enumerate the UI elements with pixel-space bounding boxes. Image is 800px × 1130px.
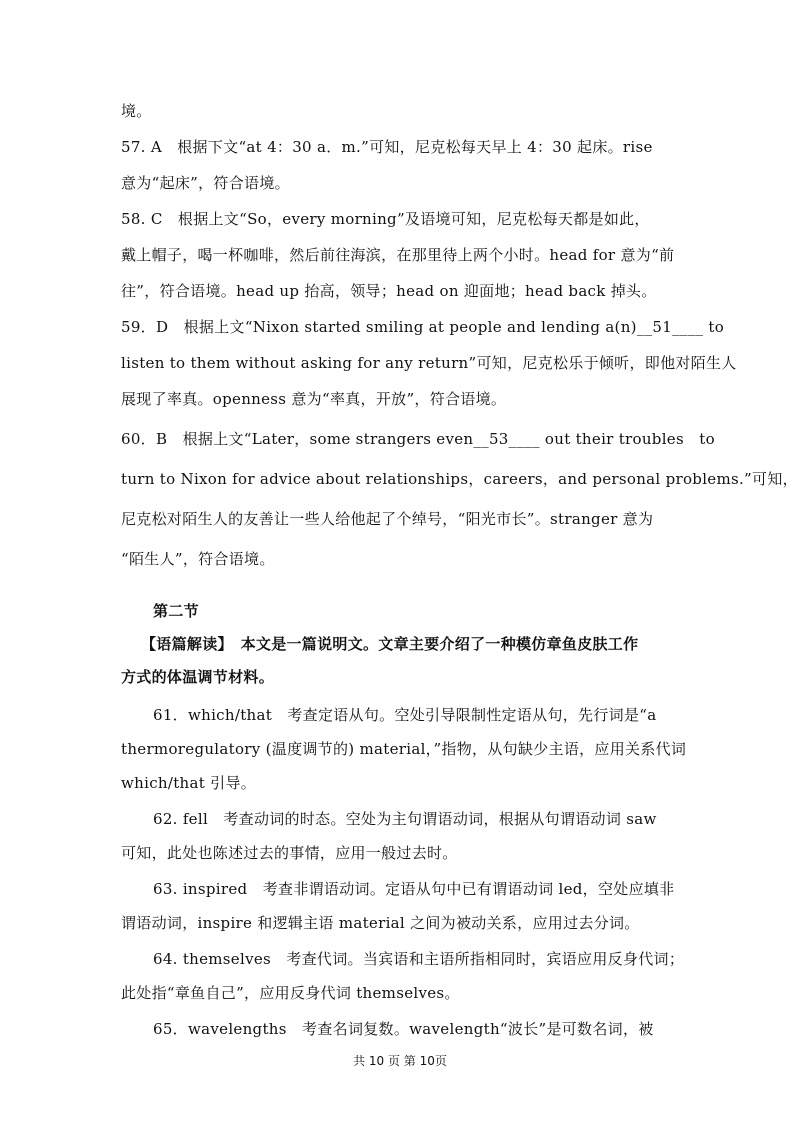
text-line-21: 可知，此处也陈述过去的事情，应用一般过去时。 xyxy=(121,844,458,862)
text-line-5: 戴上帽子，喝一杯咖啡，然后前往海滨，在那里待上两个小时。head for 意为“前 xyxy=(121,246,675,264)
text-line-26: 65．wavelengths 考查名词复数。wavelength“波长”是可数名词，被 xyxy=(153,1020,654,1038)
text-line-4: 58. C 根据上文“So，every morning”及语境可知，尼克松每天都是如此， xyxy=(121,210,650,228)
text-line-10: 60．B 根据上文“Later，some strangers even__53____ out their troubles to xyxy=(121,430,715,448)
text-line-11: turn to Nixon for advice about relationships，careers，and personal problems.”可知， xyxy=(121,470,798,488)
page-footer: 共 10 页 第 10页 xyxy=(353,1054,447,1068)
text-line-19: which/that 引导。 xyxy=(121,774,257,792)
text-line-18: thermoregulatory (温度调节的) material，”指物，从句缺少主语，应用关系代词 xyxy=(121,740,687,758)
text-line-6: 往”，符合语境。head up 抬高，领导；head on 迎面地；head back 掉头。 xyxy=(121,282,657,300)
text-line-13: “陌生人”，符合语境。 xyxy=(121,550,275,568)
text-line-17: 61．which/that 考查定语从句。空处引导限制性定语从句，先行词是“a xyxy=(153,706,657,724)
section-heading: 第二节 xyxy=(153,602,199,620)
text-line-1: 境。 xyxy=(121,102,152,120)
text-line-23: 谓语动词，inspire 和逻辑主语 material 之间为被动关系，应用过去分词。 xyxy=(121,914,640,932)
text-line-20: 62. fell 考查动词的时态。空处为主句谓语动词，根据从句谓语动词 saw xyxy=(153,810,657,828)
text-line-9: 展现了率真。openness 意为“率真，开放”，符合语境。 xyxy=(121,390,507,408)
text-line-3: 意为“起床”，符合语境。 xyxy=(121,174,290,192)
text-line-16: 方式的体温调节材料。 xyxy=(121,668,275,686)
text-line-25: 此处指“章鱼自己”，应用反身代词 themselves。 xyxy=(121,984,460,1002)
text-line-15: 【语篇解读】 本文是一篇说明文。文章主要介绍了一种模仿章鱼皮肤工作 xyxy=(141,635,639,653)
text-line-12: 尼克松对陌生人的友善让一些人给他起了个绰号，“阳光市长”。stranger 意为 xyxy=(121,510,654,528)
text-line-2: 57. A 根据下文“at 4：30 a．m.”可知，尼克松每天早上 4：30 起床。rise xyxy=(121,138,653,156)
text-line-7: 59．D 根据上文“Nixon started smiling at people and lending a(n)__51____ to xyxy=(121,318,725,336)
text-line-24: 64. themselves 考查代词。当宾语和主语所指相同时，宾语应用反身代词； xyxy=(153,950,685,968)
text-line-22: 63. inspired 考查非谓语动词。定语从句中已有谓语动词 led，空处应填非 xyxy=(153,880,675,898)
text-line-8: listen to them without asking for any return”可知，尼克松乐于倾听，即他对陌生人 xyxy=(121,354,737,372)
